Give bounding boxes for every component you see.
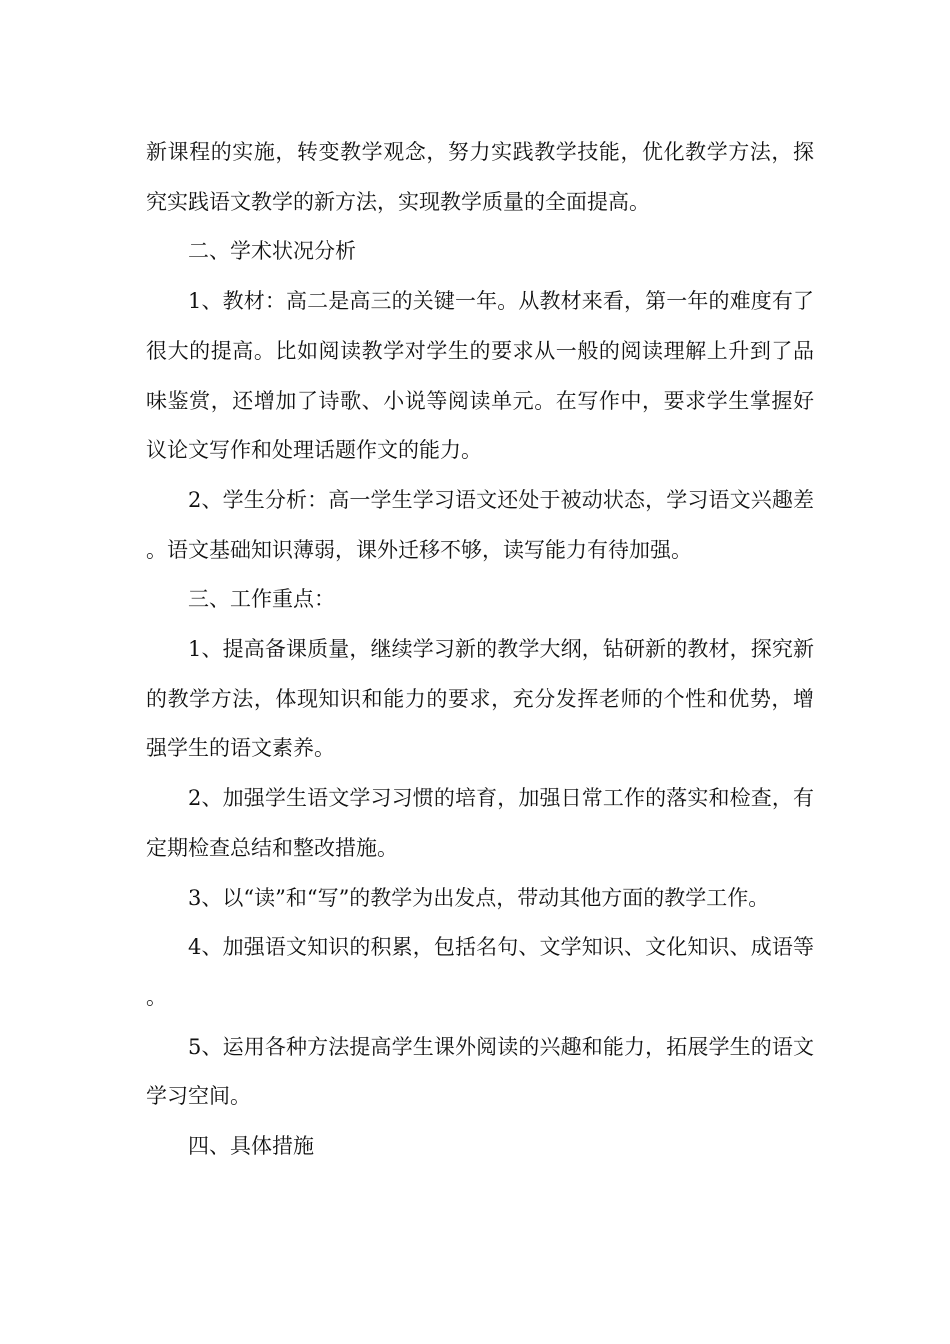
paragraph-focus-2: 2、加强学生语文学习习惯的培育，加强日常工作的落实和检查，有定期检查总结和整改措施。: [146, 786, 814, 860]
section-heading-focus: 三、工作重点：: [188, 587, 335, 612]
document-body: [146, 128, 814, 1172]
paragraph-students: 2、学生分析：高一学生学习语文还处于被动状态，学习语文兴趣差。语文基础知识薄弱，课外迁移不够，读写能力有待加强。: [146, 487, 814, 562]
section-heading-analysis: 二、学术状况分析: [188, 239, 356, 264]
paragraph-focus-1: 1、提高备课质量，继续学习新的教学大纲，钻研新的教材，探究新的教学方法，体现知识和能力的要求，充分发挥老师的个性和优势，增强学生的语文素养。: [146, 637, 814, 761]
section-heading-measures: 四、具体措施: [188, 1134, 314, 1159]
paragraph-textbook: 1、教材：高二是高三的关键一年。从教材来看，第一年的难度有了很大的提高。比如阅读教学对学生的要求从一般的阅读理解上升到了品味鉴赏，还增加了诗歌、小说等阅读单元。在写作中，要求学生掌握好议论文写作和处理话题作文的能力。: [146, 289, 814, 463]
paragraph-focus-4: 4、加强语文知识的积累，包括名句、文学知识、文化知识、成语等。: [146, 935, 814, 1009]
paragraph-continuation: 新课程的实施，转变教学观念，努力实践教学技能，优化教学方法，探究实践语文教学的新方法，实现教学质量的全面提高。: [146, 140, 814, 214]
paragraph-focus-5: 5、运用各种方法提高学生课外阅读的兴趣和能力，拓展学生的语文学习空间。: [146, 1034, 814, 1109]
paragraph-focus-3: 3、以“读”和“写”的教学为出发点，带动其他方面的教学工作。: [188, 885, 770, 910]
